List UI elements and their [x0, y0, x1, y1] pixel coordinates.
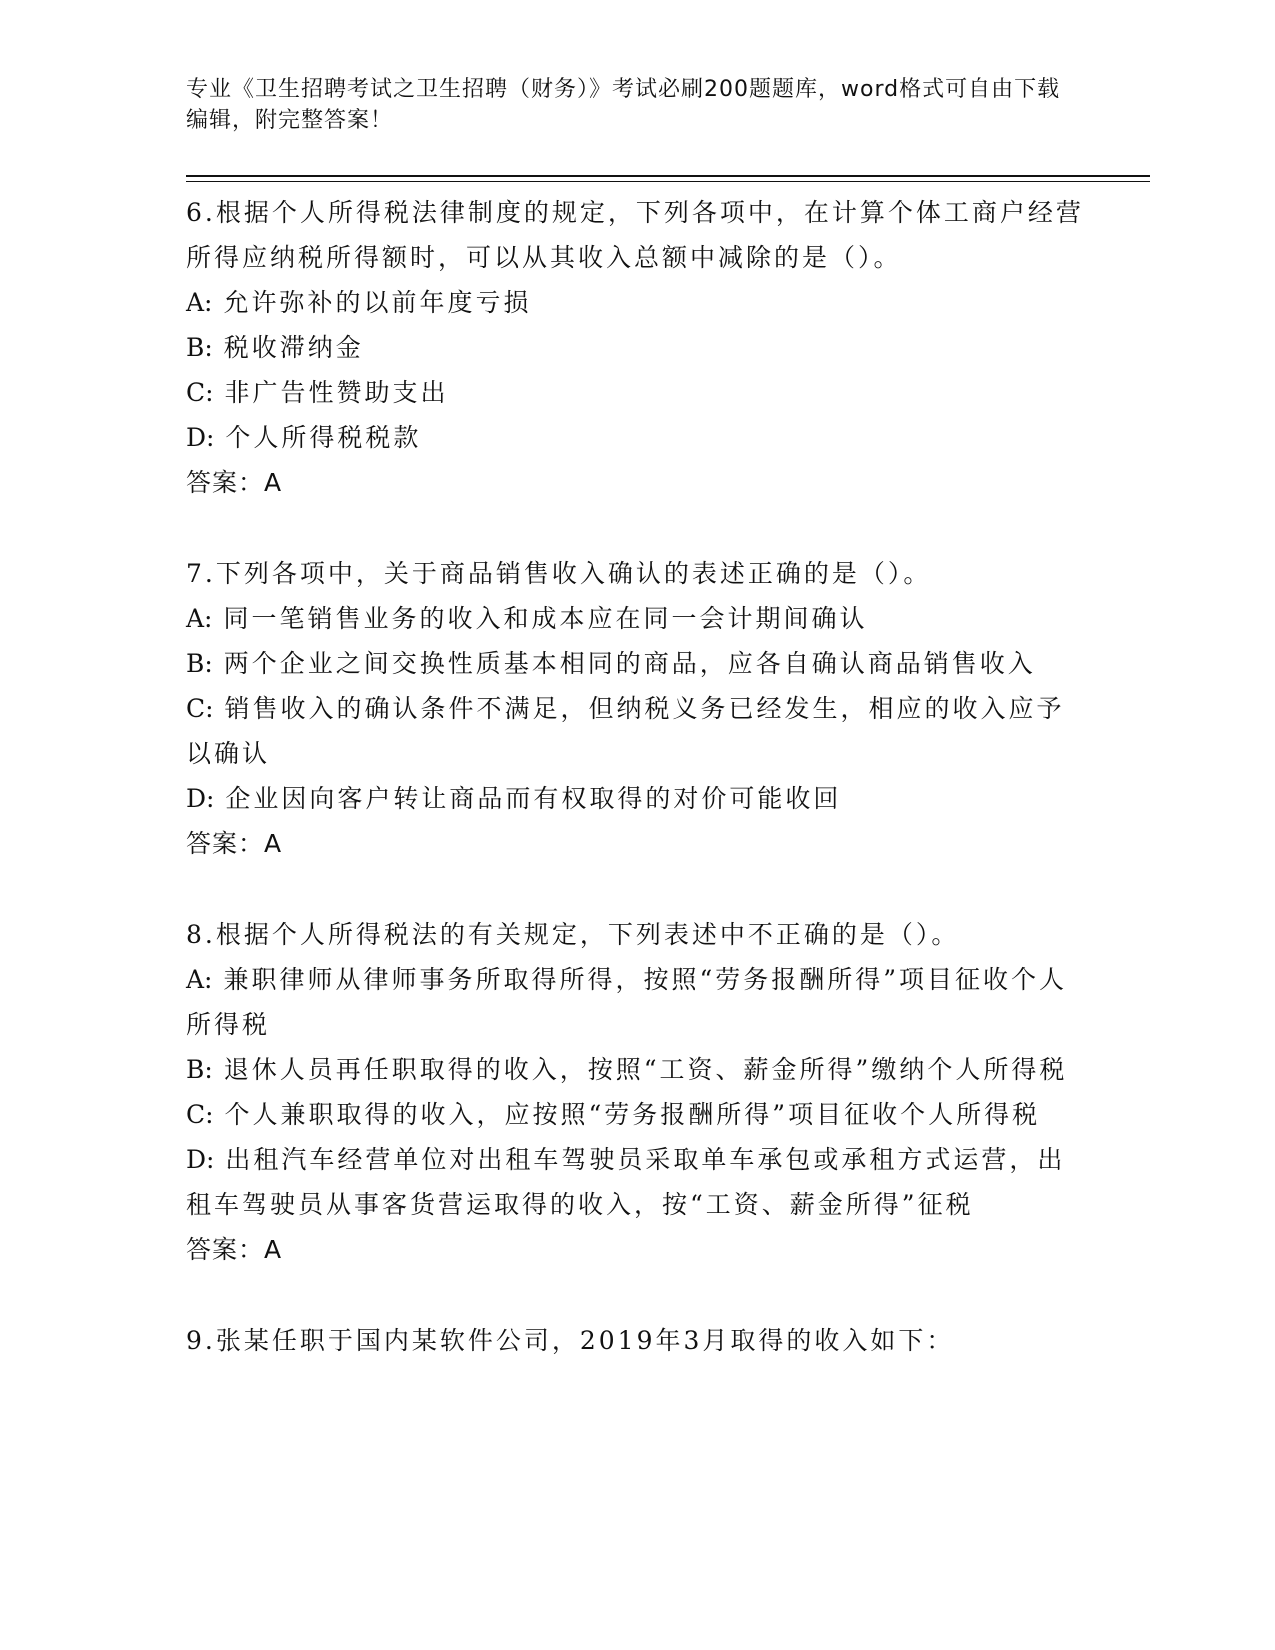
option-text: 企业因向客户转让商品而有权取得的对价可能收回 — [225, 784, 842, 813]
option-text: 个人兼职取得的收入，应按照“劳务报酬所得”项目征收个人所得税 — [224, 1100, 1041, 1129]
option-b — [186, 325, 1086, 370]
option-key: D: — [186, 1145, 215, 1174]
option-text: 出租汽车经营单位对出租车驾驶员采取单车承包或承租方式运营，出租车驾驶员从事客货营运取得的收入，按“工资、薪金所得”征税 — [186, 1145, 1066, 1219]
question-list — [186, 190, 1086, 1409]
answer-line: 答案：A — [186, 829, 283, 858]
answer-line: 答案：A — [186, 468, 283, 497]
option-key: B: — [186, 649, 213, 678]
question-stem: 8.根据个人所得税法的有关规定，下列表述中不正确的是（）。 — [186, 920, 960, 949]
option-text: 个人所得税税款 — [225, 423, 422, 452]
option-text: 非广告性赞助支出 — [224, 378, 449, 407]
option-d — [186, 776, 1086, 821]
header-divider-thin — [186, 181, 1150, 182]
option-key: D: — [186, 784, 215, 813]
question-stem: 9.张某任职于国内某软件公司，2019年3月取得的收入如下： — [186, 1326, 955, 1355]
option-text: 允许弥补的以前年度亏损 — [223, 288, 532, 317]
option-key: B: — [186, 1055, 213, 1084]
option-d — [186, 415, 1086, 460]
option-key: C: — [186, 694, 214, 723]
option-key: C: — [186, 378, 214, 407]
option-key: D: — [186, 423, 215, 452]
question-6 — [186, 190, 1086, 505]
option-d — [186, 1137, 1086, 1227]
option-key: B: — [186, 333, 213, 362]
option-key: A: — [186, 965, 213, 994]
option-key: A: — [186, 288, 213, 317]
option-text: 两个企业之间交换性质基本相同的商品，应各自确认商品销售收入 — [223, 649, 1036, 678]
option-text: 退休人员再任职取得的收入，按照“工资、薪金所得”缴纳个人所得税 — [223, 1055, 1068, 1084]
option-c — [186, 1092, 1086, 1137]
document-header: 专业《卫生招聘考试之卫生招聘（财务）》考试必刷200题题库，word格式可自由下载编辑，附完整答案！ — [186, 77, 1061, 133]
option-text: 销售收入的确认条件不满足，但纳税义务已经发生，相应的收入应予以确认 — [186, 694, 1065, 768]
option-key: C: — [186, 1100, 214, 1129]
header-divider-thick — [186, 175, 1150, 177]
question-7 — [186, 551, 1086, 866]
option-text: 兼职律师从律师事务所取得所得，按照“劳务报酬所得”项目征收个人所得税 — [186, 965, 1068, 1039]
question-8 — [186, 912, 1086, 1272]
option-text: 税收滞纳金 — [223, 333, 364, 362]
option-b — [186, 1047, 1086, 1092]
option-a — [186, 957, 1086, 1047]
question-stem: 6.根据个人所得税法律制度的规定，下列各项中，在计算个体工商户经营所得应纳税所得额时，可以从其收入总额中减除的是（）。 — [186, 198, 1084, 272]
question-stem: 7.下列各项中，关于商品销售收入确认的表述正确的是（）。 — [186, 559, 932, 588]
option-a — [186, 280, 1086, 325]
option-key: A: — [186, 604, 213, 633]
option-c — [186, 686, 1086, 776]
question-9 — [186, 1318, 1086, 1363]
option-c — [186, 370, 1086, 415]
option-a — [186, 596, 1086, 641]
answer-line: 答案：A — [186, 1235, 283, 1264]
option-b — [186, 641, 1086, 686]
option-text: 同一笔销售业务的收入和成本应在同一会计期间确认 — [223, 604, 868, 633]
